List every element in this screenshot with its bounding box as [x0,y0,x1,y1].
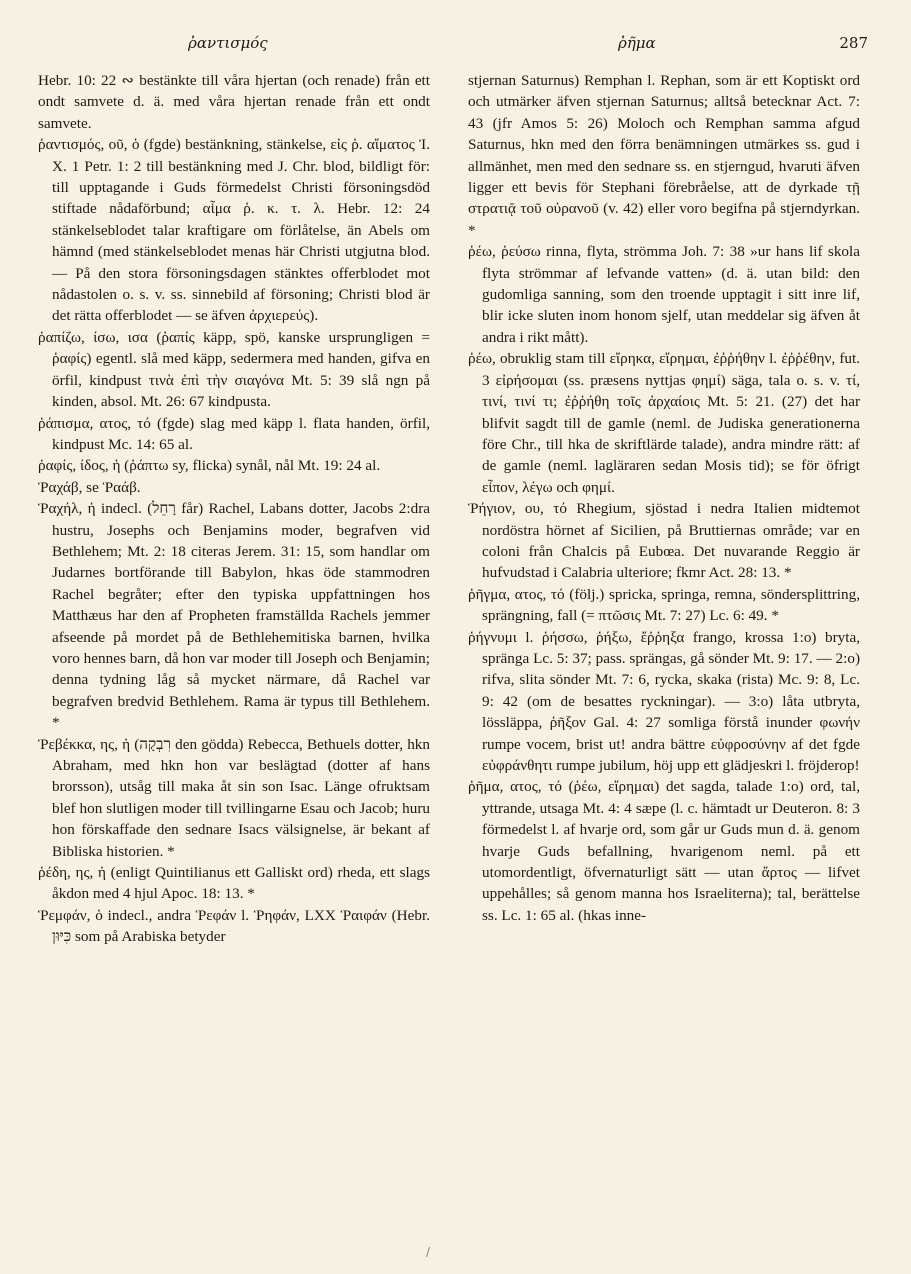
entry-rheo-say: ῥέω, obruklig stam till εἴρηκα, εἴρημαι, ἐῤῥήθην l. ἐῤῥέθην, fut. 3 εἰρήσομαι (ss. præsens nyttjas φημί) säga, tala o. s. v. τί, τινί, τινί τι; ἐῤῥήθη τοῖς ἀρχαίοις Mt. 5: 21. (27) det har blifvit sagdt till de gamle (neml. de Judiska generationerna före Chr., till hka de skriftlärde talade), andra mindre rätt: af de gamle (neml. lagläraren sedan Mosis tid); se för öfrigt εἶπον, λέγω och φημί. [468,350,860,496]
entry-rhebekka: Ῥεβέκκα, ης, ἡ (רִבְקָה den gödda) Rebecca, Bethuels dotter, hkn Abraham, med hkn hon var beslägtad (dotter af hans brorsson), utsåg till maka åt sin son Isac. Länge ofruktsam blef hon slutligen moder till tvillingarne Esau och Jacob; huru hon förskaffade den sednare Isacs välsignelse, är bekant af Bibliska historien. * [38,735,430,860]
entry-rhegion: Ῥήγιον, ου, τό Rhegium, sjöstad i nedra Italien midtemot nordöstra hörnet af Sicilien, på Bruttiernas område; var en coloni från Chalcis på Eubœa. Det nuvarande Reggio är hufvudstad i Calabria ulteriore; fkmr Act. 28: 13. * [468,500,860,582]
right-column [468,70,860,926]
entry-rhegma: ῥῆγμα, ατος, τό (följ.) spricka, springa, remna, söndersplittring, sprängning, fall (= πτῶσις Mt. 7: 27) Lc. 6: 49. * [468,585,860,625]
bottom-mark: / [426,1245,431,1259]
entry-rhantismos: ῥαντισμός, οῦ, ὁ (fgde) bestänkning, stänkelse, εἰς ῥ. αἵματος Ἰ. Χ. 1 Petr. 1: 2 till bestänkning med J. Chr. blod, bildligt för: till upptagande i Guds förmedelst Christi försoningsdöd stiftade nådaförbund; αἷμα ῥ. κ. τ. λ. Hebr. 12: 24 stänkelseblodet talar kraftigare om förlåtelse, än Abels om hämnd (med stänkelseblodet menas här Christi utgjutna blod. — På den stora försoningsdagen stänktes offerblodet mot nådastolen o. s. v. ss. sinnebild af försoning; Christi blod är det rätta offerblodet — se äfven ἀρχιερεύς). [38,136,430,325]
entry-rhachel: Ῥαχήλ, ἡ indecl. (רָחֵל får) Rachel, Labans dotter, Jacobs 2:dra hustru, Josephs och Benjamins moder, begrafven vid Bethlehem; Mt. 2: 18 citeras Jerem. 31: 15, som handlar om Judarnes bortförande till Babylon, hkas öde stammodren Rachel begråter; efter den typiska uppfattningen hos Matthæus har den af Propheten framställda Rachels jemmer afseende på mordet på de Bethlehemitiska barnen, hvilka voro hennes barn, då hon var moder till Joseph och Benjamin; denna tydning låg så mycket närmare, då Rachel var begrafven bredvid Bethlehem. Rama är typus till Bethlehem. * [38,500,430,732]
entry-rhaphis: ῥαφίς, ίδος, ἡ (ῥάπτω sy, flicka) synål, nål Mt. 19: 24 al. [38,457,381,475]
header-right-word: ῥῆμα [618,34,656,52]
entry-rhemphan: Ῥεμφάν, ὁ indecl., andra Ῥεφάν l. Ῥηφάν, LXX Ῥαιφάν (Hebr. כִּיּוּן som på Arabiska betyder [38,906,430,946]
entry-rheo-flow: ῥέω, ῥεύσω rinna, flyta, strömma Joh. 7: 38 »ur hans lif skola flyta strömmar af lefvande vatten» (d. ä. utan bild: den gudomliga sanning, som den troende upptagit i sitt inre lif, blir icke sluten inom honom sjelf, utan meddelar sig äfven åt andra i rikt mått). [468,243,860,346]
entry-continuation: Hebr. 10: 22 ∾ bestänkte till våra hjertan (och renade) från ett ondt samvete d. ä. med våra hjertan renade från ett ondt samvete. [38,72,430,132]
entry-rhapisma: ῥάπισμα, ατος, τό (fgde) slag med käpp l. flata handen, örfil, kindpust Mc. 14: 65 al. [38,414,430,453]
header-left-word: ῥαντισμός [188,34,268,52]
running-header [38,34,868,60]
entry-rhede: ῥέδη, ης, ἡ (enligt Quintilianus ett Galliskt ord) rheda, ett slags åkdon med 4 hjul Apoc. 18: 13. * [38,864,430,903]
page-number: 287 [839,34,868,52]
entry-rhapizo: ῥαπίζω, ίσω, ισα (ῥαπίς käpp, spö, kanske ursprungligen = ῥαφίς) egentl. slå med käpp, sedermera med handen, gifva en örfil, kindpust τινὰ ἐπὶ τὴν σιαγόνα Mt. 5: 39 slå ngn på kinden, absol. Mt. 26: 67 kindpusta. [38,328,430,411]
entry-continuation-right: stjernan Saturnus) Remphan l. Rephan, som är ett Koptiskt ord och utmärker äfven stjernan Saturnus; alltså betecknar Act. 7: 43 (jfr Amos 5: 26) Moloch och Remphan samma afgud Saturnus, hkn med den förra benämningen utmärkes ss. gud i allmänhet, men med den sednare ss. en stjerngud, hvaruti äfven ligger ett bevis för Stephani förebråelse, att de dyrkade τῇ στρατιᾷ τοῦ οὐρανοῦ (v. 42) eller voro begifna på stjerndyrkan. * [468,72,860,239]
left-column [38,70,430,948]
entry-rhegnumi: ῥήγνυμι l. ῥήσσω, ῥήξω, ἔῤῥηξα frango, krossa 1:o) bryta, spränga Lc. 5: 37; pass. sprängas, gå sönder Mt. 9: 17. — 2:o) rifva, slita sönder Mt. 7: 6, rycka, skaka (rista) Mc. 9: 8, Lc. 9: 42 (om de besattes ryckningar). — 3:o) låta utbryta, lössläppa, ῥῆξον Gal. 4: 27 somliga förstå inunder φωνήν rumpe vocem, brist ut! andra bättre εὐφροσύνην af det fgde εὐφράνθητι rumpe jubilum, höj upp ett glädjeskri l. fröjderop! [468,628,860,774]
entry-rhachab: Ῥαχάβ, se Ῥαάβ. [38,478,141,496]
entry-rhema: ῥῆμα, ατος, τό (ῥέω, εἴρημαι) det sagda, talade 1:o) ord, tal, yttrande, utsaga Mt. 4: 4 sæpe (l. c. hämtadt ur Deuteron. 8: 3 förmedelst l. af hvarje ord, som går ur Guds mun d. ä. genom hvarje Guds befallning, hvarigenom neml. på ett utomordentligt, öfvernaturligt sätt — utan ἄρτος — lifvet uppehålles; så genom manna hos Israeliterna); tal, berättelse ss. Lc. 1: 65 al. (hkas inne- [468,778,860,924]
